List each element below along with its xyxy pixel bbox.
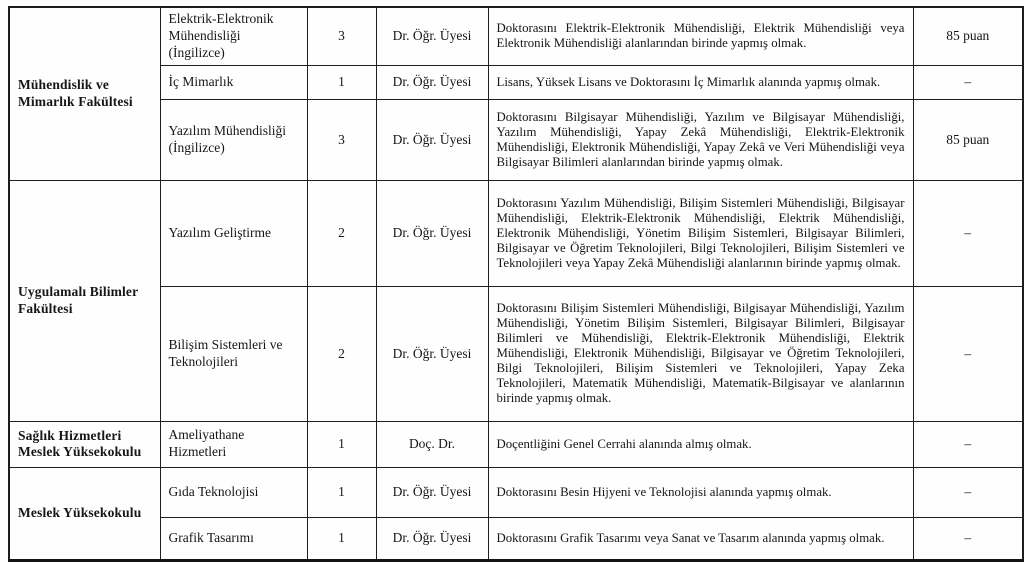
requirement-cell: Doktorasını Grafik Tasarımı veya Sanat ve Tasarım alanında yapmış olmak. [488,517,913,560]
department-cell: Yazılım Mühendisliği (İngilizce) [160,99,307,180]
table-row [9,421,1023,467]
table-row [9,286,1023,421]
department-cell: Ameliyathane Hizmetleri [160,421,307,467]
faculty-cell: Mühendislik ve Mimarlık Fakültesi [9,7,160,180]
table-row [9,467,1023,517]
count-cell: 2 [307,180,376,286]
count-cell: 1 [307,65,376,99]
points-cell: – [913,517,1023,560]
requirement-cell: Doçentliğini Genel Cerrahi alanında almış olmak. [488,421,913,467]
department-cell: Gıda Teknolojisi [160,467,307,517]
count-cell: 3 [307,99,376,180]
table-row [9,99,1023,180]
faculty-cell: Uygulamalı Bilimler Fakültesi [9,180,160,421]
count-cell: 2 [307,286,376,421]
department-cell: Grafik Tasarımı [160,517,307,560]
faculty-cell: Meslek Yüksekokulu [9,467,160,560]
recruitment-table [8,6,1024,562]
requirement-cell: Doktorasını Bilgisayar Mühendisliği, Yazılım ve Bilgisayar Mühendisliği, Yazılım Mühendisliği, Yapay Zekâ Mühendisliği, Elektrik-Elektronik Mühendisliği, Elektronik Mühendisliği, Yapay Zekâ ve Veri Mühendisliği veya Bilgisayar Bilimleri alanlarından birinde yapmış olmak. [488,99,913,180]
points-cell: – [913,286,1023,421]
department-cell: Yazılım Geliştirme [160,180,307,286]
requirement-cell: Doktorasını Yazılım Mühendisliği, Bilişim Sistemleri Mühendisliği, Bilgisayar Mühendisliği, Elektrik-Elektronik Mühendisliği, Elektrik Mühendisliği, Elektronik Mühendisliği, Yönetim Bilişim Sistemleri, Bilgisayar Bilimleri, Bilgisayar ve Öğretim Teknolojileri, Bilgi Teknolojileri, Bilişim Sistemleri ve Teknolojileri veya Yapay Zekâ Mühendisliği alanlarının birinde yapmış olmak. [488,180,913,286]
points-cell: 85 puan [913,99,1023,180]
title-cell: Dr. Öğr. Üyesi [376,467,488,517]
count-cell: 1 [307,467,376,517]
points-cell: – [913,180,1023,286]
table-row [9,7,1023,65]
table-row [9,517,1023,560]
points-cell: 85 puan [913,7,1023,65]
department-cell: İç Mimarlık [160,65,307,99]
count-cell: 3 [307,7,376,65]
title-cell: Dr. Öğr. Üyesi [376,180,488,286]
points-cell: – [913,467,1023,517]
requirement-cell: Lisans, Yüksek Lisans ve Doktorasını İç Mimarlık alanında yapmış olmak. [488,65,913,99]
requirement-cell: Doktorasını Elektrik-Elektronik Mühendisliği, Elektrik Mühendisliği veya Elektronik Mühendisliği alanlarından birinde yapmış olmak. [488,7,913,65]
title-cell: Dr. Öğr. Üyesi [376,99,488,180]
points-cell: – [913,421,1023,467]
department-cell: Bilişim Sistemleri ve Teknolojileri [160,286,307,421]
title-cell: Dr. Öğr. Üyesi [376,286,488,421]
faculty-cell: Sağlık Hizmetleri Meslek Yüksekokulu [9,421,160,467]
count-cell: 1 [307,421,376,467]
count-cell: 1 [307,517,376,560]
title-cell: Dr. Öğr. Üyesi [376,65,488,99]
requirement-cell: Doktorasını Bilişim Sistemleri Mühendisliği, Bilgisayar Mühendisliği, Yazılım Mühendisliği, Yönetim Bilişim Sistemleri, Bilgisayar Bilimleri, Bilgisayar Bilimleri ve Mühendisliği, Elektrik-Elektronik Mühendisliği, Elektrik Mühendisliği, Elektronik Mühendisliği, Bilgisayar ve Öğretim Teknolojileri, Bilgi Teknolojileri, Bilişim Sistemleri ve Teknolojileri, Yapay Zeka Teknolojileri, Matematik Mühendisliği, Matematik-Bilgisayar ve alanlarının birinde yapmış olmak. [488,286,913,421]
table-row [9,65,1023,99]
title-cell: Dr. Öğr. Üyesi [376,517,488,560]
table-row [9,180,1023,286]
department-cell: Elektrik-Elektronik Mühendisliği (İngilizce) [160,7,307,65]
requirement-cell: Doktorasını Besin Hijyeni ve Teknolojisi alanında yapmış olmak. [488,467,913,517]
title-cell: Dr. Öğr. Üyesi [376,7,488,65]
title-cell: Doç. Dr. [376,421,488,467]
points-cell: – [913,65,1023,99]
